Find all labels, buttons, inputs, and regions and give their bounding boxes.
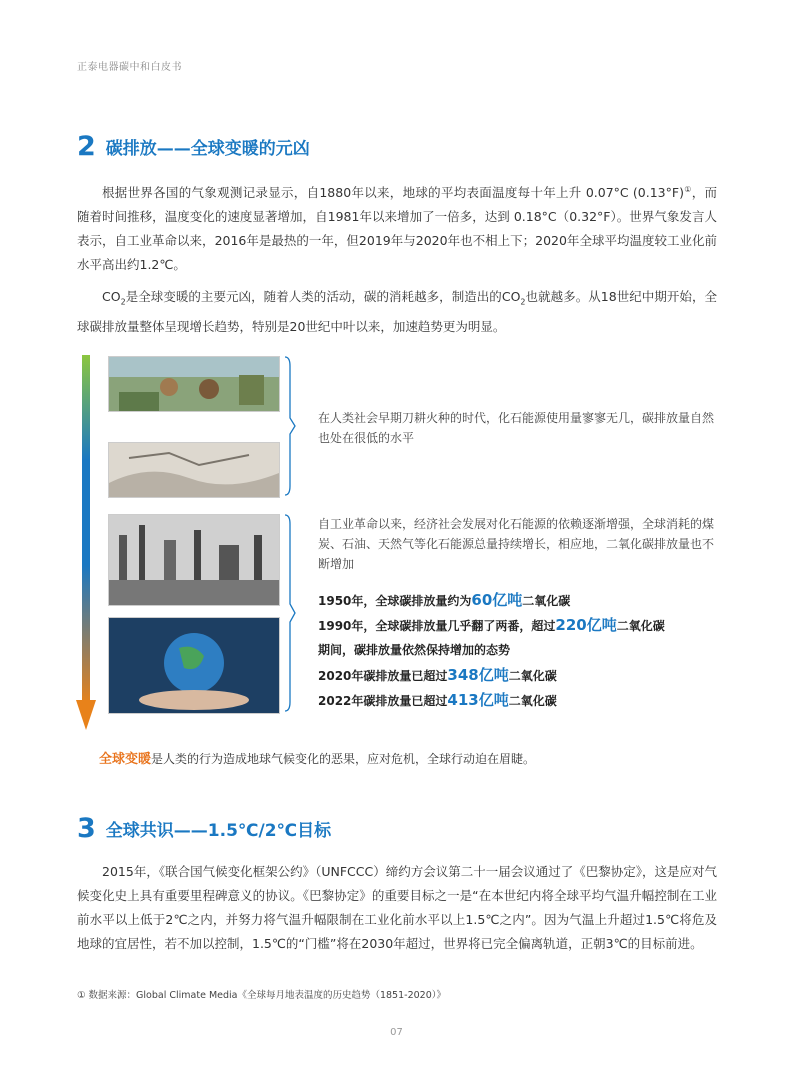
section-2-heading — [77, 133, 310, 160]
page-number: 07 — [390, 1027, 403, 1038]
industrial-era-description: 自工业革命以来，经济社会发展对化石能源的依赖逐渐增强，全球消耗的煤炭、石油、天然气等化石能源总量持续增长，相应地，二氧化碳排放量也不断增加 — [318, 517, 715, 571]
stat-unit: 二氧化碳 — [522, 594, 571, 608]
stat-unit: 二氧化碳 — [616, 619, 665, 633]
stat-value: 220亿吨 — [555, 616, 617, 634]
stat-text: 2020年碳排放量已超过 — [318, 669, 448, 683]
section-title: 全球共识——1.5℃/2℃目标 — [105, 821, 332, 841]
footnote: ① 数据来源：Global Climate Media《全球每月地表温度的历史趋势（1851-2020）》 — [77, 990, 447, 1001]
bracket-early — [284, 356, 296, 496]
early-era-description: 在人类社会早期刀耕火种的时代，化石能源使用量寥寥无几，碳排放量自然也处在很低的水平 — [318, 411, 715, 445]
document-header: 正泰电器碳中和白皮书 — [77, 62, 182, 73]
stat-2022 — [318, 688, 738, 713]
paragraph-text: CO — [102, 289, 121, 304]
paragraph-paris-agreement: 2015年，《联合国气候变化框架公约》（UNFCCC）缔约方会议第二十一届会议通过了《巴黎协定》，这是应对气候变化史上具有重要里程碑意义的协议。《巴黎协定》的重要目标之一是“在本世纪内将全球平均气温升幅控制在工业前水平以上低于2℃之内，并努力将气温升幅限制在工业化前水平以上1.5℃之内”。因为气温上升超过1.5℃将危及地球的宜居性，若不加以控制，1.5℃的“门槛”将在2030年超过，世界将已完全偏离轨道，正朝3℃的目标前进。 — [77, 864, 717, 951]
stat-unit: 二氧化碳 — [508, 669, 557, 683]
paragraph-temperature — [77, 178, 717, 277]
paragraph-text: 也就越多。从18世纪中期开始，全球碳排放量整体呈现增长趋势，特别是20世纪中叶以来，加速趋势更为明显。 — [77, 289, 717, 334]
paragraph-text: 是全球变暖的主要元凶，随着人类的活动，碳的消耗越多，制造出的CO — [125, 289, 521, 304]
industrial-city-image — [108, 514, 280, 606]
stat-text: 1950年，全球碳排放量约为 — [318, 594, 472, 608]
conclusion-sentence — [99, 748, 535, 767]
prehistoric-painting-image — [108, 356, 280, 412]
stat-period — [318, 638, 738, 663]
globe-in-hand-image — [108, 617, 280, 714]
conclusion-text: 是人类的行为造成地球气候变化的恶果，应对危机，全球行动迫在眉睫。 — [151, 752, 536, 766]
bracket-industrial — [284, 514, 296, 712]
stat-text: 期间，碳排放量依然保持增加的态势 — [318, 643, 511, 657]
emission-stats — [318, 588, 738, 713]
stat-text: 2022年碳排放量已超过 — [318, 694, 448, 708]
stat-2020 — [318, 663, 738, 688]
subscript: 2 — [520, 297, 526, 307]
stat-unit: 二氧化碳 — [508, 694, 557, 708]
stat-1990 — [318, 613, 738, 638]
footnote-marker: ① — [683, 185, 692, 194]
section-number: 3 — [77, 813, 96, 844]
stat-text: 1990年，全球碳排放量几乎翻了两番，超过 — [318, 619, 556, 633]
section-3-heading — [77, 815, 331, 842]
stat-1950 — [318, 588, 738, 613]
timeline-arrow — [76, 355, 96, 730]
paragraph-text: 根据世界各国的气象观测记录显示，自1880年以来，地球的平均表面温度每十年上升 0.07°C (0.13°F) — [102, 185, 684, 201]
stat-value: 413亿吨 — [447, 691, 509, 709]
highlight-text: 全球变暖 — [99, 752, 152, 767]
paragraph-co2 — [77, 285, 717, 339]
stat-value: 348亿吨 — [447, 666, 509, 684]
section-title: 碳排放——全球变暖的元凶 — [105, 139, 310, 159]
section-number: 2 — [77, 131, 96, 162]
subscript: 2 — [120, 297, 126, 307]
paragraph-text: ，而随着时间推移，温度变化的速度显著增加，自1981年以来增加了一倍多，达到 0.18°C（0.32°F）。世界气象发言人表示，自工业革命以来，2016年是最热的一年，但2019年与2020年也不相上下；2020年全球平均温度较工业化前水平高出约1.2℃。 — [77, 185, 717, 273]
ancient-sketch-image — [108, 442, 280, 498]
stat-value: 60亿吨 — [471, 591, 523, 609]
